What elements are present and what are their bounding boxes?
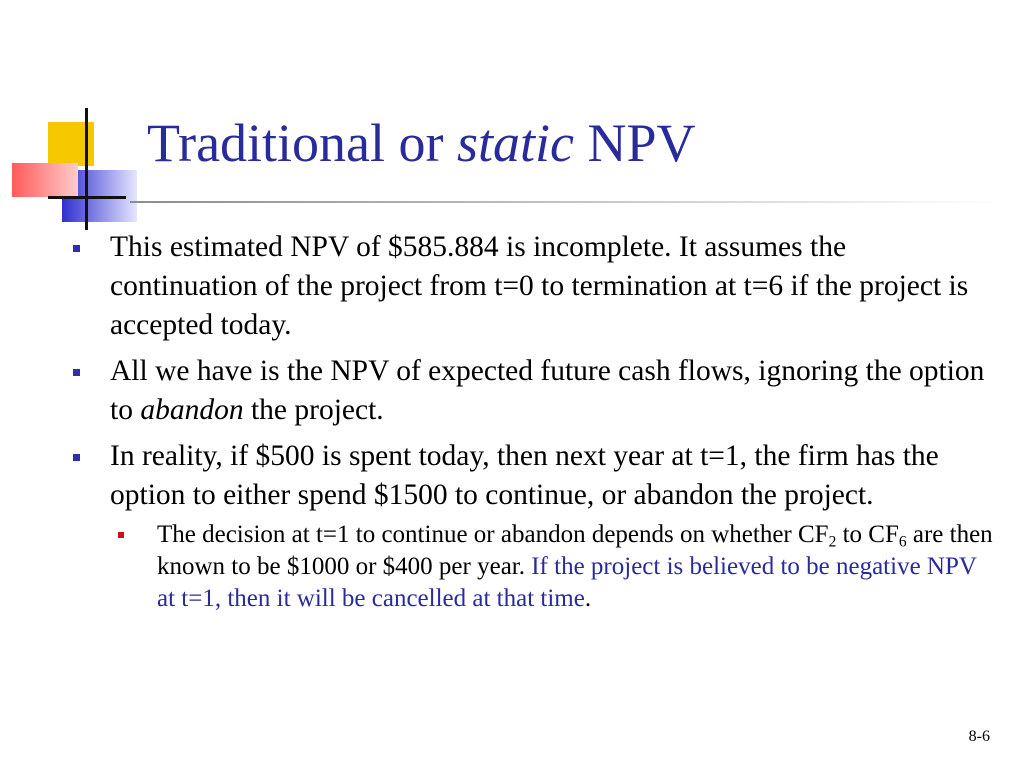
subscript-2: 2 — [828, 533, 837, 551]
bullet-text-2-post: the project. — [243, 394, 384, 426]
sub-bullet-text-1: The decision at t=1 to continue or abandon depends on whether CF — [157, 521, 829, 548]
deco-vertical-line — [85, 108, 88, 230]
square-bullet-icon — [73, 454, 80, 461]
highlighted-text: If the project is believed to be negative NPV at t=1, then it will be cancelled at that time — [157, 553, 977, 612]
sub-bullet-text-2: to CF — [836, 521, 899, 548]
slide-content — [70, 228, 1000, 615]
bullet-item-3 — [70, 437, 1000, 515]
bullet-text-3: In reality, if $500 is spent today, then next year at t=1, the firm has the option to either spend $1500 to continue, or abandon the project. — [110, 440, 939, 511]
bullet-text-2-italic: abandon — [140, 394, 244, 426]
slide-number: 8-6 — [968, 728, 990, 745]
subscript-6: 6 — [898, 533, 907, 551]
title-underline — [130, 201, 1000, 203]
deco-red-square — [12, 163, 78, 197]
slide-title — [147, 113, 696, 173]
square-bullet-icon — [73, 369, 80, 376]
bullet-text-2-pre: All we have is the NPV of expected future cash flows, ignoring the option to — [110, 355, 985, 426]
title-part-2: NPV — [574, 113, 696, 173]
sub-bullet-item — [116, 519, 1000, 615]
decorative-logo — [0, 0, 160, 240]
title-part-1: Traditional or — [147, 113, 457, 173]
bullet-item-1 — [70, 228, 1000, 345]
bullet-text-1: This estimated NPV of $585.884 is incomplete. It assumes the continuation of the project from t=0 to termination at t=6 if the project is accepted today. — [110, 231, 969, 341]
title-italic: static — [457, 113, 574, 173]
deco-horizontal-line — [48, 196, 126, 199]
square-bullet-icon — [118, 532, 124, 538]
sub-bullet-text-3: are then known to be $1000 or $400 per year. — [157, 521, 993, 580]
square-bullet-icon — [73, 245, 80, 252]
sub-bullet-end: . — [584, 585, 592, 612]
bullet-item-2 — [70, 352, 1000, 430]
